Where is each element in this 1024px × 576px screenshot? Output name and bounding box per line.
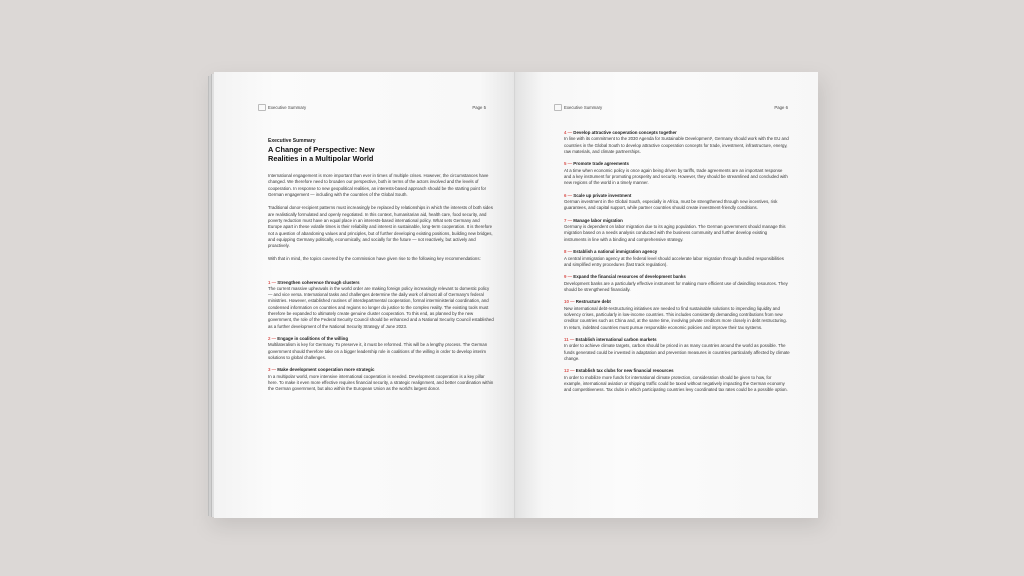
header-mark-icon	[554, 104, 562, 111]
recommendation-number: 1 —	[268, 279, 277, 285]
recommendation-body: The current massive upheavals in the world order are making foreign policy increasingly relevant to domestic policy — and vice versa. International tasks and challenges determine the daily work of almost all of Germany's federal ministries. However, established routines of interdepartmental cooperation, formal interministerial coordination, and condensed information on countries and regions no longer do justice to the complex reality. The existing tools must therefore be expanded to ultimately create genuine cluster cooperation. To this end, as planned by the new government, the role of the Federal Security Council should be enhanced and a National Security Council established as a further development of the National Security Strategy of June 2023.	[268, 285, 494, 329]
header-mark-icon	[258, 104, 266, 111]
recommendation-body: Germany is dependent on labor migration due to its aging population. The German government should manage this migration based on a needs analysis conducted with the business community and further develop existing instruments in line with a binding and comprehensive strategy.	[564, 224, 786, 242]
recommendation-number: 4 —	[564, 130, 573, 135]
paragraph: Traditional donor-recipient patterns must increasingly be replaced by relationships in which the interests of both sides are realistically formulated and openly negotiated. In this context, humanitarian aid, health care, food security, and poverty reduction must have an equal place in an interests-based international policy. What sets Germany and Europe apart in these volatile times is their reliability and interest in sustainable, long-term cooperation. It is therefore not a question of abandoning values and principles, but of further developing existing positions, building new bridges, and equipping Germany politically, economically, and socially for the future — not reactively, but actively and proactively.	[268, 205, 493, 249]
spacer	[268, 270, 494, 280]
recommendation	[564, 193, 790, 212]
recommendation-heading: Establish international carbon markets	[575, 337, 657, 343]
recommendation	[564, 161, 790, 186]
recommendation-body: Multilateralism is key for Germany. To preserve it, it must be reformed. This will be a lengthy process. The German government should therefore take on a bigger leadership role in coalitions of the willing in order to develop interim solutions to global challenges.	[268, 342, 488, 360]
recommendation-heading: Expand the financial resources of development banks	[573, 274, 686, 280]
recommendation	[564, 130, 790, 155]
recommendation	[268, 367, 494, 392]
page-number: Page 5	[472, 105, 486, 110]
recommendation-heading: Establish tax clubs for new financial resources	[575, 368, 674, 374]
recommendation	[564, 337, 790, 362]
recommendation-heading: Develop attractive cooperation concepts together	[573, 130, 677, 135]
recommendation-body: At a time when economic policy is once again being driven by tariffs, trade agreements are an important response and a key instrument for promoting prosperity and security. However, they should be streamlined and concluded with new regions of the world in a timely manner.	[564, 167, 788, 186]
recommendation	[564, 249, 790, 268]
recommendation-body: German investment in the Global South, especially in Africa, must be strengthened through new incentives, risk guarantees, and capital support, while partner countries should create investment-friendly conditions.	[564, 199, 778, 211]
recommendation-heading: Make development cooperation more strategic	[277, 367, 375, 373]
recommendation-number: 6 —	[564, 192, 573, 198]
recommendation-heading: Manage labor migration	[573, 217, 623, 223]
running-header: Executive Summary	[268, 105, 307, 110]
right-page-content	[564, 130, 790, 400]
recommendation-heading: Engage in coalitions of the willing	[277, 336, 349, 342]
recommendation-body: Development banks are a particularly effective instrument for making more efficient use of dwindling resources. They should be strengthened financially.	[564, 280, 788, 292]
recommendation-number: 12 —	[564, 368, 575, 374]
page-number: Page 6	[774, 105, 788, 110]
recommendation	[564, 299, 790, 330]
left-page-content	[268, 138, 494, 399]
recommendation-heading: Promote trade agreements	[573, 161, 629, 167]
recommendation-number: 3 —	[268, 367, 277, 373]
recommendation-number: 2 —	[268, 336, 277, 342]
recommendation	[268, 336, 494, 361]
recommendation-body: In line with its commitment to the 2030 Agenda for Sustainable Development¹, Germany should work with the EU and countries in the Global South to develop attractive cooperation concepts for trade, investment, infrastructure, energy, raw materials, and climate partnerships.	[564, 136, 789, 154]
recommendation	[268, 280, 494, 330]
recommendation-heading: Scale up private investment	[573, 192, 632, 198]
page-title: A Change of Perspective: New Realities in a Multipolar World	[268, 145, 375, 163]
recommendation-heading: Strengthen coherence through clusters	[277, 279, 360, 285]
eyebrow: Executive Summary	[268, 138, 316, 144]
recommendation-number: 10 —	[564, 299, 575, 305]
recommendation-body: In order to achieve climate targets, carbon should be priced in as many countries around the world as possible. The funds generated could be invested in adaptation and prevention measures in countries particularly affected by climate change.	[564, 343, 790, 361]
recommendation-body: In a multipolar world, more intensive international cooperation is needed. Development cooperation is a key pillar here. To make it even more effective requires financial security, a strategic realignment, and better coordination within the German government, but also within the European Union as the world's largest donor.	[268, 373, 494, 392]
recommendation	[564, 218, 790, 243]
paragraph: International engagement is more important than ever in times of multiple crises. However, the circumstances have changed. We therefore need to broaden our perspective, both in terms of the actors involved and the levels of cooperation. In response to new geopolitical realities, an interests-based approach should be the starting point for German engagement — including with the countries of the Global South.	[268, 173, 489, 198]
recommendation-number: 5 —	[564, 161, 573, 167]
paragraph: With that in mind, the topics covered by the commission have given rise to the following key recommendations:	[268, 256, 481, 262]
recommendation-body: In order to mobilize more funds for international climate protection, consideration should be given to how, for example, international aviation or shipping traffic could be taxed without negatively impacting the German economy and competitiveness. Tax clubs in which participating countries levy coordinated tax rates could be a possible option.	[564, 374, 788, 393]
recommendation	[564, 368, 790, 393]
recommendation-number: 7 —	[564, 217, 573, 223]
right-page	[516, 72, 818, 518]
running-header: Executive Summary	[564, 105, 603, 110]
recommendation-heading: Restructure debt	[575, 299, 611, 305]
recommendation	[564, 274, 790, 293]
recommendation-number: 9 —	[564, 274, 573, 280]
recommendation-heading: Establish a national immigration agency	[573, 249, 658, 255]
recommendation-body: New international debt-restructuring initiatives are needed to find sustainable solutions to impending liquidity and solvency crises, particularly in low-income countries. This includes consistently demanding contributions from new creditor countries such as China and, at the same time, involving private creditors more closely in debt restructuring. In return, indebted countries must pursue responsible economic policies and improve their tax systems.	[564, 305, 787, 330]
left-page	[214, 72, 516, 518]
recommendation-body: A central immigration agency at the federal level should accelerate labor migration through bundled responsibilities and simplified entry procedures (fast track regulation).	[564, 255, 784, 267]
recommendation-number: 8 —	[564, 249, 573, 255]
recommendation-number: 11 —	[564, 337, 575, 343]
